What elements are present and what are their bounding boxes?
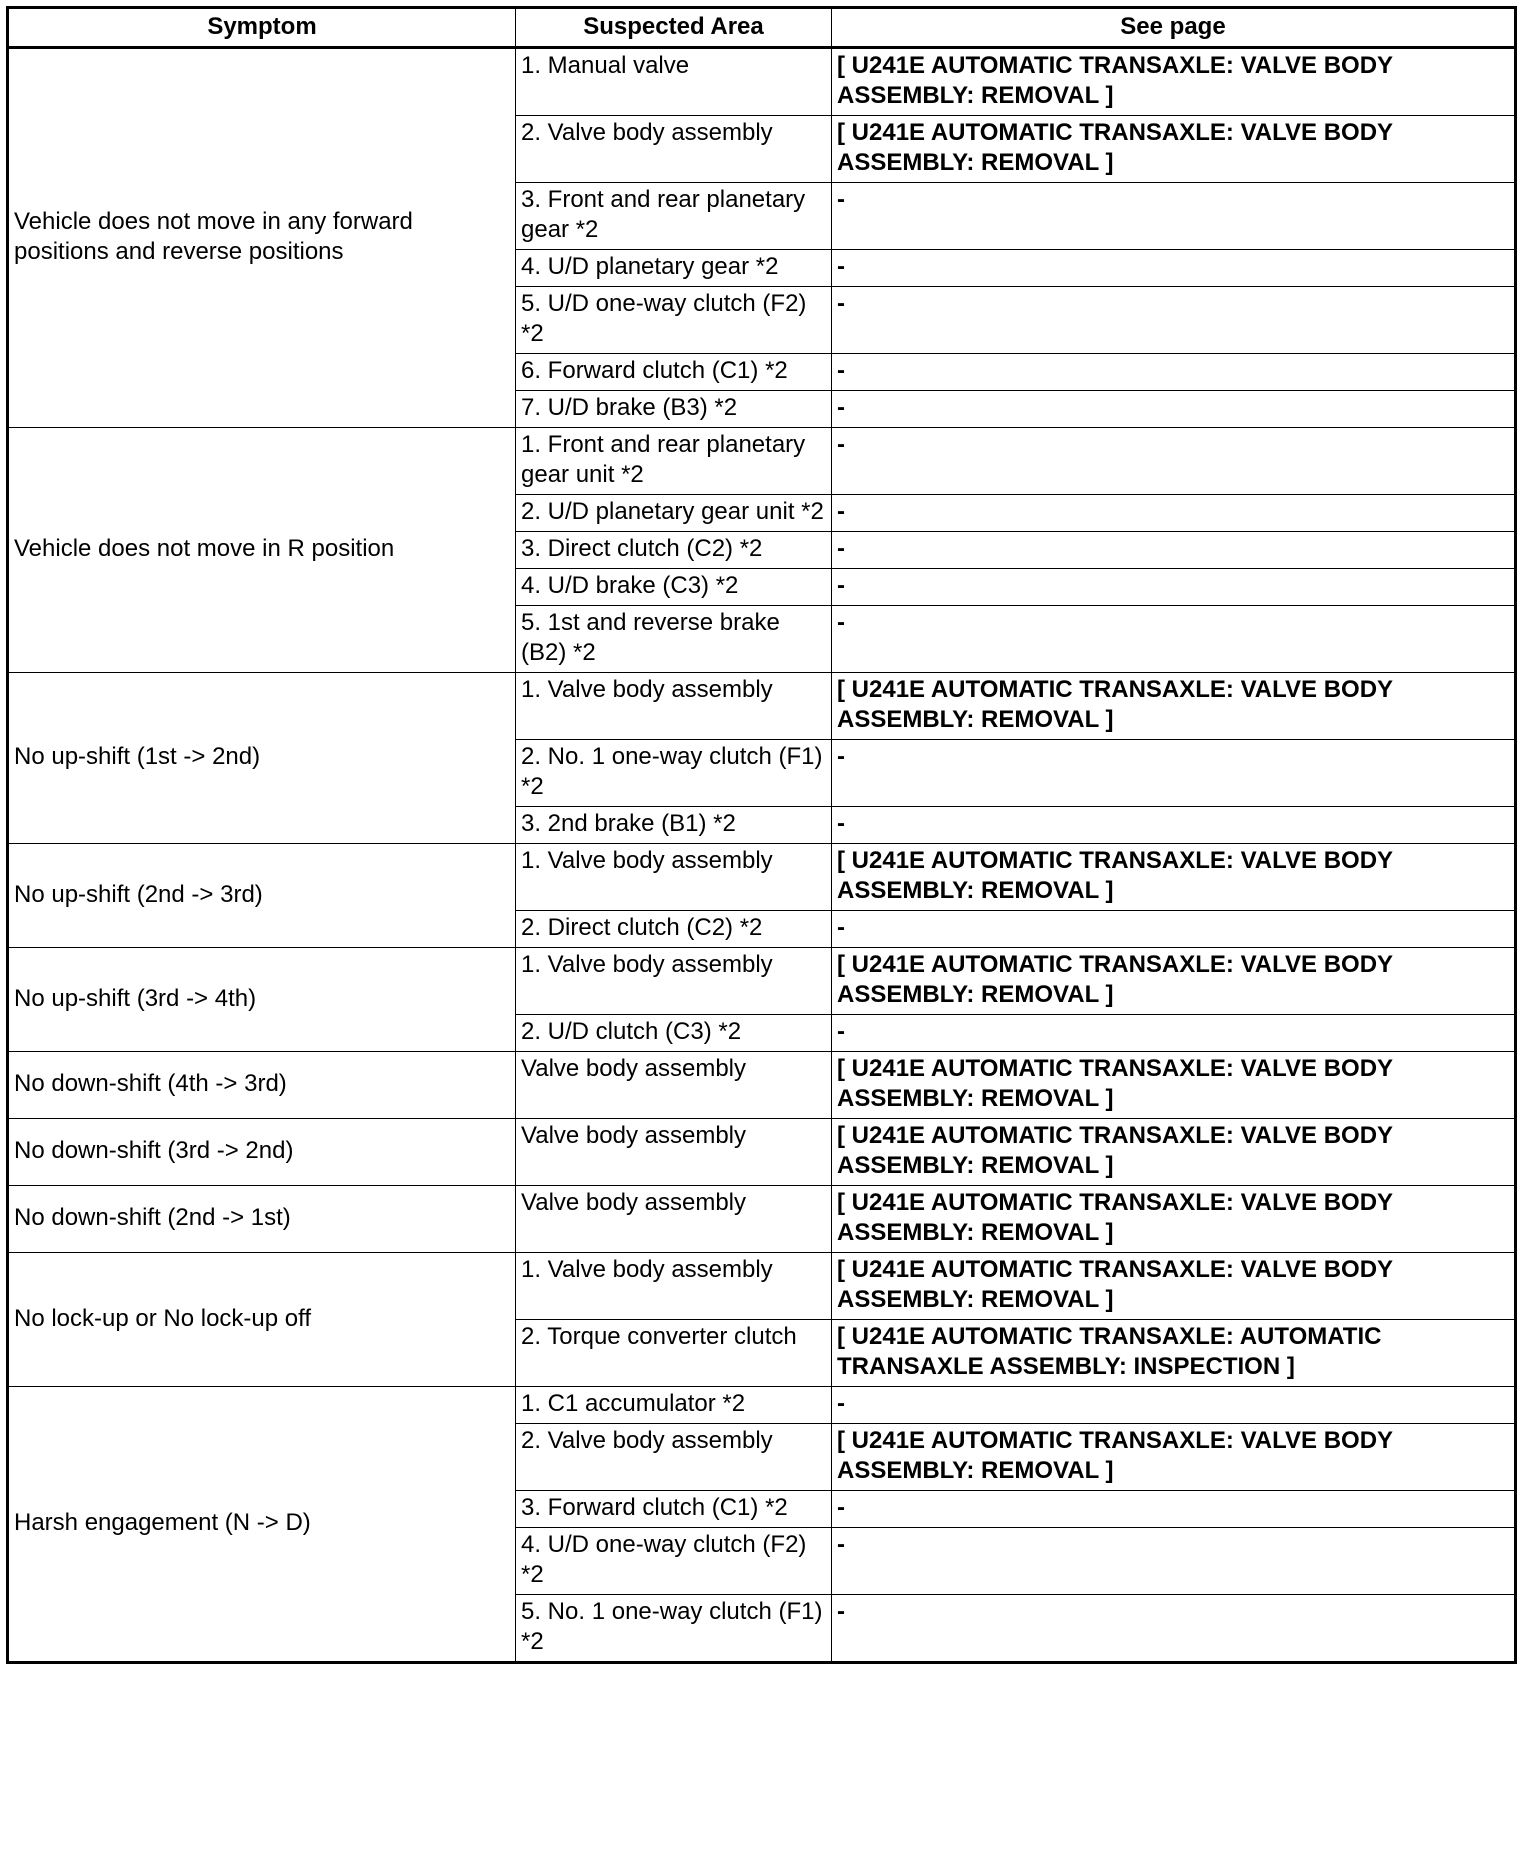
suspected-area-cell: 1. C1 accumulator *2	[516, 1387, 832, 1424]
see-page-cell: -	[832, 287, 1516, 354]
table-row	[8, 673, 1516, 740]
table-row	[8, 1119, 1516, 1186]
suspected-area-cell: 5. 1st and reverse brake (B2) *2	[516, 606, 832, 673]
see-page-cell: -	[832, 354, 1516, 391]
suspected-area-cell: 3. 2nd brake (B1) *2	[516, 807, 832, 844]
suspected-area-cell: 1. Valve body assembly	[516, 844, 832, 911]
symptom-cell: No lock-up or No lock-up off	[8, 1253, 516, 1387]
see-page-cell: -	[832, 1595, 1516, 1663]
header-suspected-area: Suspected Area	[516, 8, 832, 48]
symptom-cell: No down-shift (2nd -> 1st)	[8, 1186, 516, 1253]
see-page-link[interactable]: [ U241E AUTOMATIC TRANSAXLE: VALVE BODY ASSEMBLY: REMOVAL ]	[832, 948, 1516, 1015]
symptom-cell: No up-shift (2nd -> 3rd)	[8, 844, 516, 948]
symptom-cell: No down-shift (4th -> 3rd)	[8, 1052, 516, 1119]
see-page-link[interactable]: [ U241E AUTOMATIC TRANSAXLE: VALVE BODY ASSEMBLY: REMOVAL ]	[832, 116, 1516, 183]
see-page-cell: -	[832, 1387, 1516, 1424]
table-row	[8, 1052, 1516, 1119]
suspected-area-cell: 4. U/D brake (C3) *2	[516, 569, 832, 606]
suspected-area-cell: Valve body assembly	[516, 1052, 832, 1119]
see-page-cell: -	[832, 250, 1516, 287]
suspected-area-cell: 2. No. 1 one-way clutch (F1) *2	[516, 740, 832, 807]
see-page-cell: -	[832, 428, 1516, 495]
symptom-cell: Vehicle does not move in any forward positions and reverse positions	[8, 48, 516, 428]
suspected-area-cell: 1. Valve body assembly	[516, 948, 832, 1015]
suspected-area-cell: Valve body assembly	[516, 1186, 832, 1253]
suspected-area-cell: 2. Valve body assembly	[516, 1424, 832, 1491]
suspected-area-cell: 5. No. 1 one-way clutch (F1) *2	[516, 1595, 832, 1663]
table-row	[8, 1387, 1516, 1424]
see-page-cell: -	[832, 1015, 1516, 1052]
see-page-link[interactable]: [ U241E AUTOMATIC TRANSAXLE: VALVE BODY ASSEMBLY: REMOVAL ]	[832, 673, 1516, 740]
symptom-cell: Harsh engagement (N -> D)	[8, 1387, 516, 1663]
table-body	[8, 48, 1516, 1663]
symptom-cell: No up-shift (3rd -> 4th)	[8, 948, 516, 1052]
see-page-link[interactable]: [ U241E AUTOMATIC TRANSAXLE: VALVE BODY ASSEMBLY: REMOVAL ]	[832, 1052, 1516, 1119]
symptom-cell: Vehicle does not move in R position	[8, 428, 516, 673]
see-page-cell: -	[832, 1491, 1516, 1528]
table-row	[8, 1253, 1516, 1320]
suspected-area-cell: 2. U/D planetary gear unit *2	[516, 495, 832, 532]
see-page-link[interactable]: [ U241E AUTOMATIC TRANSAXLE: VALVE BODY ASSEMBLY: REMOVAL ]	[832, 1119, 1516, 1186]
suspected-area-cell: 1. Manual valve	[516, 48, 832, 116]
troubleshooting-table-container	[6, 6, 1514, 1664]
suspected-area-cell: 2. Torque converter clutch	[516, 1320, 832, 1387]
see-page-cell: -	[832, 532, 1516, 569]
suspected-area-cell: 7. U/D brake (B3) *2	[516, 391, 832, 428]
table-row	[8, 948, 1516, 1015]
table-row	[8, 1186, 1516, 1253]
see-page-cell: -	[832, 569, 1516, 606]
suspected-area-cell: 2. U/D clutch (C3) *2	[516, 1015, 832, 1052]
see-page-link[interactable]: [ U241E AUTOMATIC TRANSAXLE: VALVE BODY ASSEMBLY: REMOVAL ]	[832, 844, 1516, 911]
suspected-area-cell: 1. Valve body assembly	[516, 1253, 832, 1320]
table-row	[8, 428, 1516, 495]
see-page-cell: -	[832, 495, 1516, 532]
symptom-cell: No up-shift (1st -> 2nd)	[8, 673, 516, 844]
header-row	[8, 8, 1516, 48]
suspected-area-cell: 1. Valve body assembly	[516, 673, 832, 740]
see-page-cell: -	[832, 606, 1516, 673]
suspected-area-cell: 4. U/D planetary gear *2	[516, 250, 832, 287]
suspected-area-cell: Valve body assembly	[516, 1119, 832, 1186]
see-page-cell: -	[832, 807, 1516, 844]
see-page-cell: -	[832, 911, 1516, 948]
see-page-link[interactable]: [ U241E AUTOMATIC TRANSAXLE: VALVE BODY ASSEMBLY: REMOVAL ]	[832, 48, 1516, 116]
suspected-area-cell: 3. Front and rear planetary gear *2	[516, 183, 832, 250]
header-see-page: See page	[832, 8, 1516, 48]
suspected-area-cell: 5. U/D one-way clutch (F2) *2	[516, 287, 832, 354]
see-page-cell: -	[832, 391, 1516, 428]
table-row	[8, 844, 1516, 911]
see-page-cell: -	[832, 740, 1516, 807]
see-page-link[interactable]: [ U241E AUTOMATIC TRANSAXLE: VALVE BODY ASSEMBLY: REMOVAL ]	[832, 1253, 1516, 1320]
suspected-area-cell: 4. U/D one-way clutch (F2) *2	[516, 1528, 832, 1595]
see-page-link[interactable]: [ U241E AUTOMATIC TRANSAXLE: AUTOMATIC TRANSAXLE ASSEMBLY: INSPECTION ]	[832, 1320, 1516, 1387]
see-page-cell: -	[832, 183, 1516, 250]
header-symptom: Symptom	[8, 8, 516, 48]
see-page-link[interactable]: [ U241E AUTOMATIC TRANSAXLE: VALVE BODY ASSEMBLY: REMOVAL ]	[832, 1186, 1516, 1253]
suspected-area-cell: 2. Valve body assembly	[516, 116, 832, 183]
suspected-area-cell: 3. Direct clutch (C2) *2	[516, 532, 832, 569]
suspected-area-cell: 3. Forward clutch (C1) *2	[516, 1491, 832, 1528]
table-row	[8, 48, 1516, 116]
suspected-area-cell: 2. Direct clutch (C2) *2	[516, 911, 832, 948]
see-page-cell: -	[832, 1528, 1516, 1595]
see-page-link[interactable]: [ U241E AUTOMATIC TRANSAXLE: VALVE BODY ASSEMBLY: REMOVAL ]	[832, 1424, 1516, 1491]
suspected-area-cell: 1. Front and rear planetary gear unit *2	[516, 428, 832, 495]
symptom-cell: No down-shift (3rd -> 2nd)	[8, 1119, 516, 1186]
suspected-area-cell: 6. Forward clutch (C1) *2	[516, 354, 832, 391]
troubleshooting-table	[6, 6, 1517, 1664]
